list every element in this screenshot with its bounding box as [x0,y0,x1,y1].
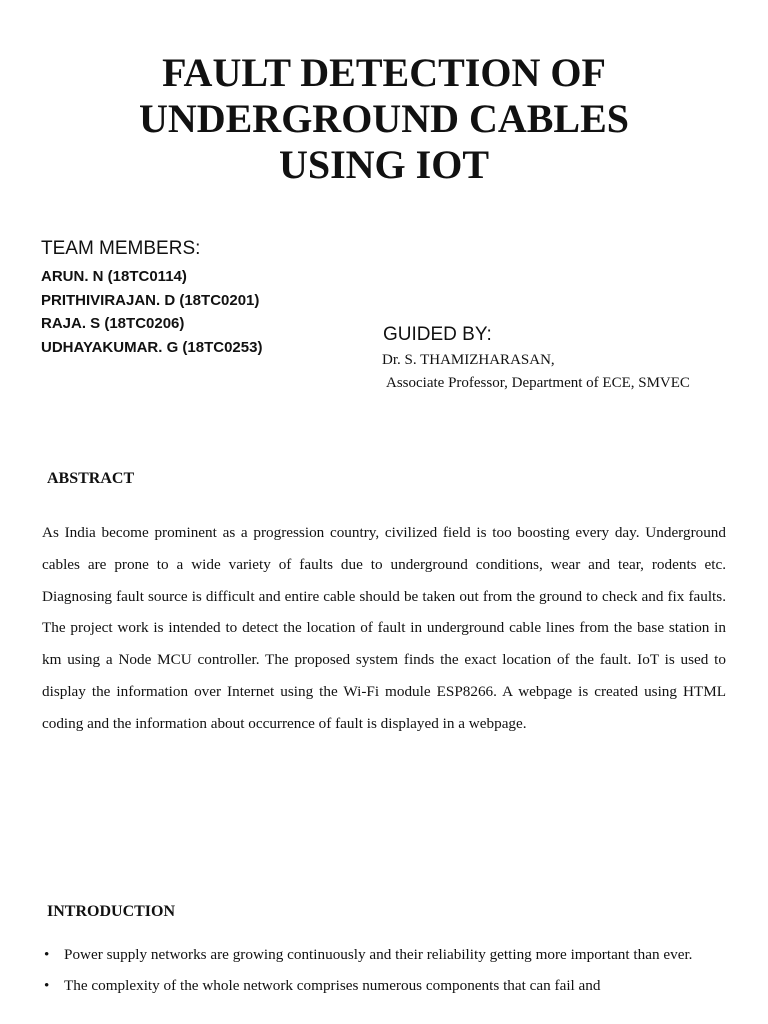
introduction-heading: INTRODUCTION [47,903,176,920]
list-item [42,939,740,970]
team-member: ARUN. N (18TC0114) [41,268,187,285]
team-member: RAJA. S (18TC0206) [41,315,185,332]
abstract-heading: ABSTRACT [47,470,135,487]
guide-name: Dr. S. THAMIZHARASAN, [382,352,555,368]
team-members-list [41,265,262,359]
list-item-text: The complexity of the whole network comprises numerous components that can fail and [64,977,601,994]
title-line-3: USING IOT [278,142,490,187]
abstract-body: As India become prominent as a progression country, civilized field is too boosting every day. Underground cables are prone to a wide variety of faults due to underground conditions, wear and tear, rodents etc. Diagnosing fault source is difficult and entire cable should be taken out from the ground to check and fix faults. The project work is intended to detect the location of fault in underground cable lines from the base station in km using a Node MCU controller. The proposed system finds the exact location of the fault. IoT is used to display the information over Internet using the Wi-Fi module ESP8266. A webpage is created using HTML coding and the information about occurrence of fault is displayed in a webpage. [42,524,726,732]
bullet-icon: • [44,946,50,963]
guided-by-heading: GUIDED BY: [383,324,492,345]
bullet-icon: • [44,977,50,994]
introduction-list [42,939,740,1001]
guide-role: Associate Professor, Department of ECE, SMVEC [386,375,690,391]
document-title [0,50,768,188]
team-member: PRITHIVIRAJAN. D (18TC0201) [41,291,260,309]
list-item-text: Power supply networks are growing continuously and their reliability getting more important than ever. [64,946,693,963]
team-member: UDHAYAKUMAR. G (18TC0253) [41,338,263,356]
title-line-2: UNDERGROUND CABLES [138,96,630,141]
title-line-1: FAULT DETECTION OF [162,50,606,95]
list-item [42,970,740,1001]
team-members-heading: TEAM MEMBERS: [41,238,201,259]
